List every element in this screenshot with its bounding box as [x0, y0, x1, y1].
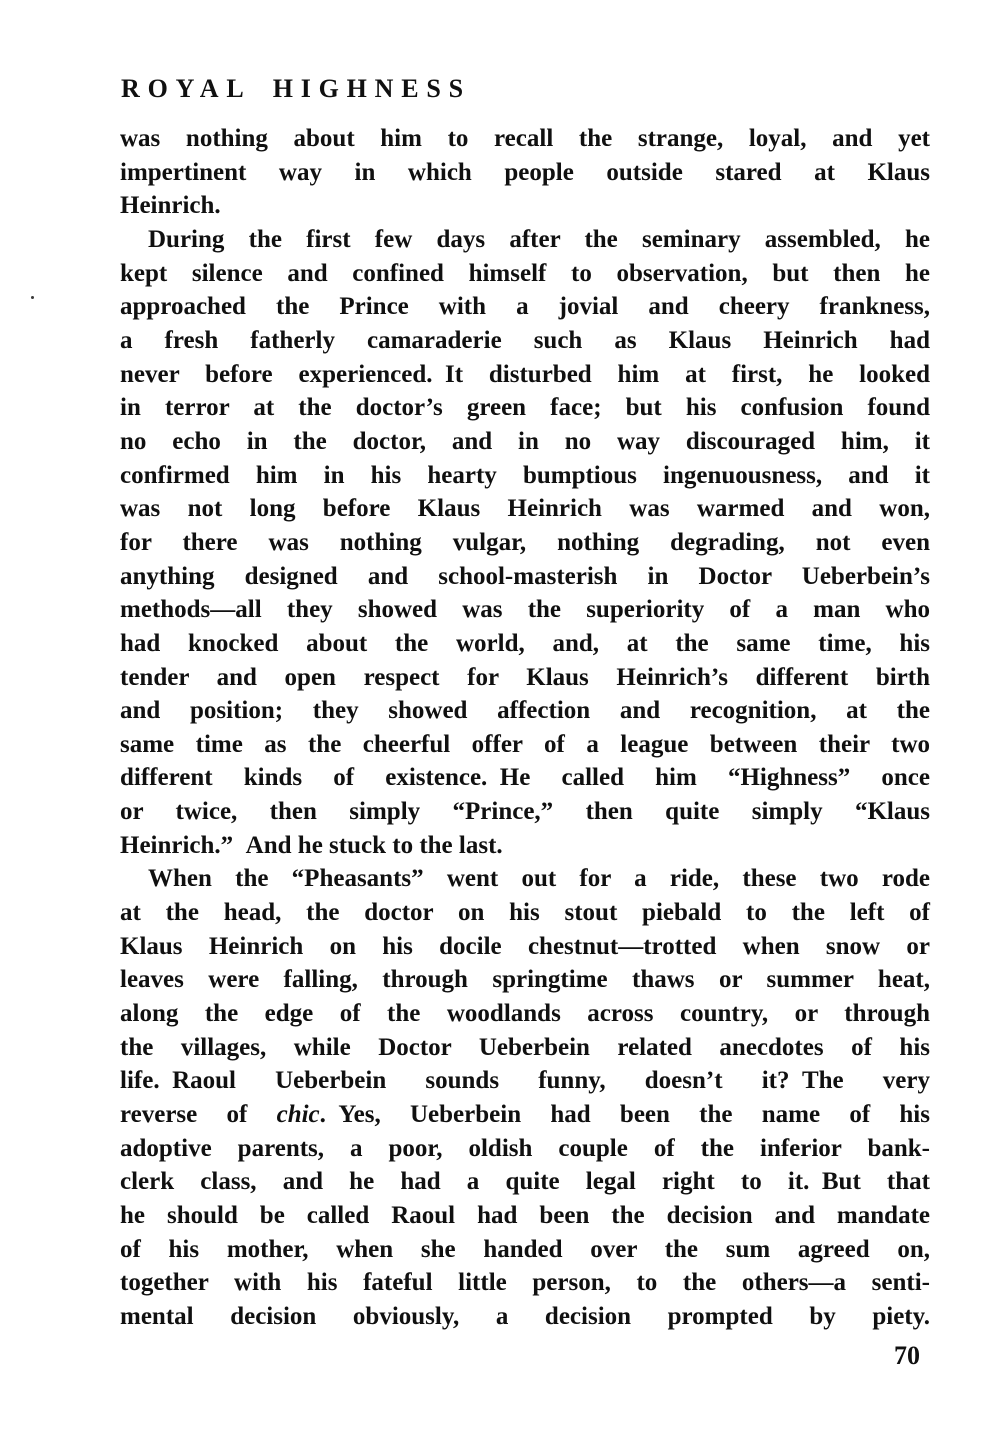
text-line: reverse of chic. Yes, Ueberbein had been the name of his	[120, 1101, 930, 1129]
text-line: or twice, then simply “Prince,” then quite simply “Klaus	[120, 798, 930, 826]
text-line: confirmed him in his hearty bumptious ingenuousness, and it	[120, 461, 930, 489]
text-line: During the first few days after the seminary assembled, he	[148, 225, 930, 253]
text-line: leaves were falling, through springtime thaws or summer heat,	[120, 966, 930, 994]
text-line: and position; they showed affection and recognition, at the	[120, 697, 930, 725]
running-header: ROYAL HIGHNESS	[121, 74, 471, 103]
text-line: clerk class, and he had a quite legal right to it. But that	[120, 1168, 930, 1196]
text-line: adoptive parents, a poor, oldish couple of the inferior bank-	[120, 1134, 930, 1162]
text-line: kept silence and confined himself to observation, but then he	[120, 259, 930, 287]
text-line: at the head, the doctor on his stout piebald to the left of	[120, 899, 930, 927]
text-line: same time as the cheerful offer of a league between their two	[120, 730, 930, 758]
text-line: Klaus Heinrich on his docile chestnut—trotted when snow or	[120, 932, 930, 960]
text-line: he should be called Raoul had been the decision and mandate	[120, 1202, 930, 1229]
text-line: life. Raoul Ueberbein sounds funny, doesn’t it? The very	[120, 1067, 930, 1095]
text-line: impertinent way in which people outside stared at Klaus	[120, 158, 930, 186]
text-line: mental decision obviously, a decision prompted by piety.	[120, 1302, 930, 1330]
text-line: for there was nothing vulgar, nothing degrading, not even	[120, 528, 930, 556]
text-line: methods—all they showed was the superiority of a man who	[120, 596, 930, 624]
text-line: tender and open respect for Klaus Heinrich’s different birth	[120, 663, 930, 691]
text-line: the villages, while Doctor Ueberbein related anecdotes of his	[120, 1033, 930, 1061]
text-line: was nothing about him to recall the strange, loyal, and yet	[120, 125, 930, 152]
scan-speck	[31, 296, 34, 299]
text-line: different kinds of existence. He called him “Highness” once	[120, 764, 930, 792]
text-line: was not long before Klaus Heinrich was warmed and won,	[120, 495, 930, 523]
text-line: of his mother, when she handed over the sum agreed on,	[120, 1235, 930, 1263]
page-number: 70	[894, 1341, 920, 1370]
text-line: Heinrich.	[120, 192, 221, 220]
text-line: Heinrich.” And he stuck to the last.	[120, 831, 503, 859]
text-line: along the edge of the woodlands across country, or through	[120, 1000, 930, 1028]
text-line: never before experienced. It disturbed him at first, he looked	[120, 360, 930, 388]
text-line: a fresh fatherly camaraderie such as Klaus Heinrich had	[120, 326, 930, 354]
page-text	[120, 122, 930, 1334]
text-line: in terror at the doctor’s green face; but his confusion found	[120, 394, 930, 422]
text-line: anything designed and school-masterish in Doctor Ueberbein’s	[120, 562, 930, 590]
text-line: had knocked about the world, and, at the same time, his	[120, 629, 930, 657]
text-line: When the “Pheasants” went out for a ride, these two rode	[148, 865, 930, 893]
text-line: approached the Prince with a jovial and cheery frankness,	[120, 293, 930, 321]
text-line: no echo in the doctor, and in no way discouraged him, it	[120, 427, 930, 455]
text-line: together with his fateful little person, to the others—a senti-	[120, 1269, 930, 1297]
